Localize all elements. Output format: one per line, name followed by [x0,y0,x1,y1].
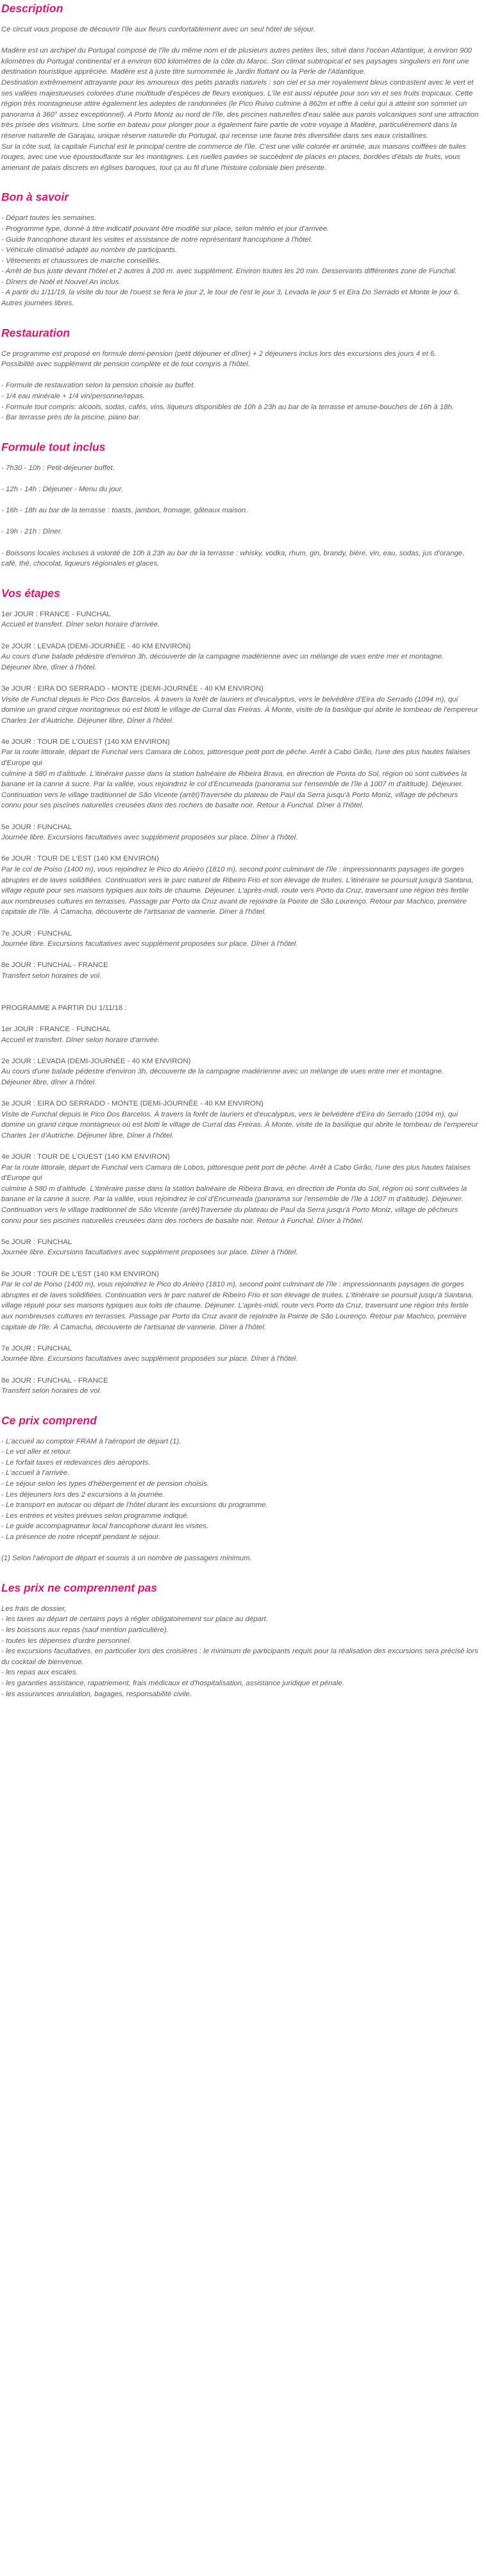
list-item: - les assurances annulation, bagages, responsabilité civile. [1,1690,192,1698]
day-heading: 5e JOUR : FUNCHAL [1,823,72,831]
day-heading: 1er JOUR : FRANCE - FUNCHAL [1,610,111,618]
list-item: - 7h30 - 10h : Petit-déjeuner buffet. [1,464,115,472]
list-item: - Formule de restauration selon la pension choisie au buffet. [1,382,196,390]
day-heading: 6e JOUR : TOUR DE L'EST (140 KM ENVIRON) [1,1270,159,1278]
day-text: Par le col de Poiso (1400 m), vous rejoindrez le Pico do Arieiro (1810 m), second point culminant de l'île : impressionnants paysages de gorges abruptes et de laves solidifiées. Continuation vers le parc naturel de Ribeiro Frio et son élevage de truites. L'itinéraire se poursuit jusqu'à Santana, village réputé pour ses maisons typiques aux toits de chaume. Déjeuner. L'après-midi, route vers Porto da Cruz, traversant une région très fertile aux nombreuses cultures en terrasses. Passage par Porto da Cruz avant de rejoindre la Pointe de São Lourenço. Retour par Machico, première capitale de l'île. À Camacha, découverte de l'artisanat de vannerie. Dîner à l'hôtel. [1,866,474,916]
footnote: (1) Selon l'aéroport de départ et soumis à un nombre de passagers minimum. [1,1554,252,1563]
day-block [1,609,479,630]
list-item: - Le guide accompagnateur local francophone durant les visites. [1,1522,208,1531]
paragraph [1,484,479,495]
spacer [1,992,479,1003]
text-line: Madère est un archipel du Portugal composé de l'île du même nom et de plusieurs autres petites îles, situé dans l'océan Atlantique, à environ 900 kilomètres du Portugal continental et à environ 600 kilomètres de la côte du Maroc. Son climat subtropical et ses paysages singuliers en font une destination touristique appréciée. Madère est à juste titre surnommée le Jardin flottant ou la Perle de l'Atlantique. [1,47,472,76]
list-item: - les garanties assistance, rapatriement, frais médicaux et d'hospitalisation, assistance juridique et pénale. [1,1679,344,1687]
day-text: Transfert selon horaires de vol. [1,1387,102,1395]
day-text: Accueil et transfert. Dîner selon horaire d'arrivée. [1,1036,160,1044]
day-text: Déjeuner libre, dîner à l'hôtel. [1,1078,97,1086]
section-title-prix: Ce prix comprend [1,1413,97,1427]
day-text: Visite de Funchal depuis le Pico Dos Barcelos. À travers la forêt de lauriers et d'eucalyptus, vers le belvédère d'Eira do Serrado (1094 m), qui domine un grand cirque montagneux où est blotti le village de Curral das Freiras. À Monte, visite de la basilique qui abrite le tombeau de l'empereur Charles 1er d'Autriche. Déjeuner libre, Dîner à l'hôtel. [1,695,478,725]
list-item: - toutes les dépenses d'ordre personnel. [1,1637,131,1645]
section-restauration [1,326,479,423]
day-block [1,929,479,950]
day-heading: 4e JOUR : TOUR DE L'OUEST (140 KM ENVIRON) [1,737,170,746]
paragraph [1,526,479,537]
day-heading: 6e JOUR : TOUR DE L'EST (140 KM ENVIRON) [1,855,159,863]
day-heading: 3e JOUR : EIRA DO SERRADO - MONTE (DEMI-JOURNÉE - 40 KM ENVIRON) [1,684,264,693]
list-item: - L'accueil à l'arrivée. [1,1469,70,1477]
paragraph [1,380,479,423]
section-title-non-compris: Les prix ne comprennent pas [1,1581,158,1594]
list-item: - Formule tout compris: alcools, sodas, cafés, vins, liqueurs disponibles de 10h à 23h au bar de la terrasse et amuse-bouches de 16h à 18h. [1,403,454,411]
list-item: - A partir du 1/11/19, la visite du tour de l'ouest se fera le jour 2, le tour de l'est le jour 3, Levada le jour 5 et Eira Do Serrado et Monte le jour 6. Autres journées libres. [1,289,460,308]
day-heading: 7e JOUR : FUNCHAL [1,1344,72,1352]
day-block [1,1152,479,1226]
day-text: Journée libre. Excursions facultatives avec supplément proposées sur place. Dîner à l'hôtel. [1,1355,298,1363]
text-line: Destination extrêmement attrayante pour les amoureux des petits paradis naturels : son ciel et sa mer royalement bleus contrastent avec le vert et ses vallées majestueuses colorées d'une multitude d'espèces de fleurs exotiques. L'île est aussi réputée pour son vin et ses fruits tropicaux. Cette région très montagneuse attire également les adeptes de randonnées (le Pico Ruivo culmine à 862m et offre à celui qui a atteint son sommet un panorama à 360° assez exceptionnel). A Porto Moniz au nord de l'île, des piscines naturelles d'eau salée aux parois volcaniques sont une attraction très prisée des visiteurs. Une sortie en bateau pour plonger pour a également faire partie de votre voyage à Madère, particulièrement dans la réserve naturelle de Garajau, unique réserve naturelle du Portugal, qui recense une faune très diversifiée dans ses eaux cristallines. [1,78,479,140]
program-heading: PROGRAMME A PARTIR DU 1/11/18 : [1,1004,127,1012]
day-heading: 2e JOUR : LEVADA (DEMI-JOURNÉE - 40 KM ENVIRON) [1,642,191,650]
text-line: Possibilité avec supplément de pension complète et de tout compris à l'hôtel. [1,360,250,369]
list-item: - 19h - 21h : Dîner. [1,528,63,536]
day-block [1,1343,479,1365]
day-text: Au cours d'une balade pédestre d'environ 3h, découverte de la campagne madérienne avec un mélange de vues entre mer et montagne. [1,1068,444,1076]
section-vos-etapes [1,586,479,1397]
day-text: Déjeuner libre, dîner à l'hôtel. [1,663,97,671]
day-block [1,854,479,918]
section-prix-non-compris [1,1581,479,1699]
section-bon-a-savoir [1,190,479,308]
text-line: Ce programme est proposé en formule demi-pension (petit déjeuner et dîner) + 2 déjeuners inclus lors des excursions des jours 4 et 6. [1,349,437,358]
section-formule-tout-inclus [1,440,479,569]
list-item: - Boissons locales incluses à volonté de 10h à 23h au bar de la terrasse : whisky, vodka, rhum, gin, brandy, bière, vin, eau, sodas, jus d'orange, café, thé, chocolat, liqueurs régionales et glaces. [1,549,465,568]
day-text: Par la route littorale, départ de Funchal vers Camara de Lobos, pittoresque petit port de pêche. Arrêt à Cabo Girão, l'une des plus hautes falaises d'Europe qui [1,1163,471,1183]
day-text: Journée libre. Excursions facultatives avec supplément proposées sur place. Dîner à l'hôtel. [1,940,298,948]
day-block [1,684,479,726]
list-item: - 12h - 14h : Déjeuner - Menu du jour. [1,485,124,493]
day-text: culmine à 580 m d'altitude. L'itinéraire passe dans la station balnéaire de Ribeira Brava, en direction de Ponta do Sol, région où sont cultivées la banane et la canne à sucre. Par la vallée, vous rejoindrez le col d'Encumeada (panorama sur l'ensemble de l'île à 1007 m d'altitude). Déjeuner. Continuation vers le village traditionnel de São Vicente (arrêt)Traversée du plateau de Paul da Serra jusqu'à Porto Moniz, village de pêcheurs connu pour ses piscines naturelles creusées dans des rochers de basalte noir. Retour à Funchal. Dîner à l'hôtel. [1,1184,467,1225]
list-item: - Programme type, donné à titre indicatif pouvant être modifié sur place, selon météo et jour d'arrivée. [1,224,330,233]
day-block [1,1024,479,1045]
list-item: - Les entrées et visites prévues selon programme indiqué. [1,1511,189,1520]
paragraph [1,349,479,370]
day-text: Journée libre. Excursions facultatives avec supplément proposées sur place. Dîner à l'hôtel. [1,834,298,842]
day-heading: 1er JOUR : FRANCE - FUNCHAL [1,1025,111,1033]
day-heading: 5e JOUR : FUNCHAL [1,1238,72,1246]
list-item: - La présence de notre réceptif pendant le séjour. [1,1533,161,1542]
day-block [1,822,479,843]
list-item: - L'accueil au comptoir FRAM à l'aéroport de départ (1). [1,1437,181,1445]
list-item: - les repas aux escales. [1,1669,78,1677]
list-item: - Le séjour selon les types d'hébergement et de pension choisis. [1,1480,209,1488]
list-item: - Guide francophone durant les visites et assistance de notre représentant francophone à l'hôtel. [1,235,313,244]
section-title-description: Description [1,2,63,15]
paragraph [1,24,479,35]
text-line: Sur la côte sud, la capitale Funchal est le principal centre de commerce de l'île. C'est une ville colorée et animée, aux maisons coiffées de tuiles rouges, avec une vue époustouflante sur les montagnes. Les ruelles pavées se succèdent de places en places, bordées d'étals de fruits, vous amenant de palais discrets en églises baroques, tout ça au fil d'une l'histoire coloniale bien présente. [1,142,466,172]
day-heading: 4e JOUR : TOUR DE L'OUEST (140 KM ENVIRON) [1,1153,170,1161]
list-item: - les taxes au départ de certains pays à régler obligatoirement sur place au départ. [1,1615,268,1624]
paragraph [1,1553,479,1564]
list-item: - Véhicule climatisé adapté au nombre de participants. [1,246,178,255]
day-text: culmine à 580 m d'altitude. L'itinéraire passe dans la station balnéaire de Ribeira Brava, en direction de Ponta do Sol, région où sont cultivées la banane et la canne à sucre. Par la vallée, vous rejoindrez le col d'Encumeada (panorama sur l'ensemble de l'île à 1007 m d'altitude). Déjeuner. Continuation vers le village traditionnel de São Vicente (arrêt)Traversée du plateau de Paul da Serra jusqu'à Porto Moniz, village de pêcheurs connu pour ses piscines naturelles creusées dans des rochers de basalte noir. Retour à Funchal. Dîner à l'hôtel. [1,770,467,810]
day-heading: 8e JOUR : FUNCHAL - FRANCE [1,1376,108,1385]
section-title-formule: Formule tout inclus [1,440,106,453]
list-item: - Le transport en autocar ou départ de l'hôtel durant les excursions du programme. [1,1501,268,1510]
day-block [1,960,479,981]
day-heading: 7e JOUR : FUNCHAL [1,929,72,938]
paragraph [1,463,479,474]
paragraph [1,213,479,308]
day-block [1,641,479,673]
paragraph [1,1604,479,1699]
section-title-restauration: Restauration [1,326,70,339]
day-block [1,737,479,811]
day-heading: 3e JOUR : EIRA DO SERRADO - MONTE (DEMI-JOURNÉE - 40 KM ENVIRON) [1,1100,264,1108]
day-block [1,1237,479,1258]
list-item: - Bar terrasse près de la piscine, piano bar. [1,414,141,422]
paragraph [1,1436,479,1543]
section-prix-comprend [1,1413,479,1564]
day-text: Visite de Funchal depuis le Pico Dos Barcelos. À travers la forêt de lauriers et d'eucalyptus, vers le belvédère d'Eira do Serrado (1094 m), qui domine un grand cirque montagneux où est blotti le village de Curral das Freiras. À Monte, visite de la basilique qui abrite le tombeau de l'empereur Charles 1er d'Autriche. Déjeuner libre, Dîner à l'hôtel. [1,1110,478,1140]
day-heading: 8e JOUR : FUNCHAL - FRANCE [1,961,108,970]
day-text: Journée libre. Excursions facultatives avec supplément proposées sur place. Dîner à l'hôtel. [1,1249,298,1257]
list-item: - Départ toutes les semaines. [1,214,97,223]
day-block [1,1376,479,1397]
list-item: - Les déjeuners lors des 2 excursions à la journée. [1,1490,165,1499]
list-item: - 1/4 eau minérale + 1/4 vin/personne/repas. [1,392,145,401]
day-block [1,1099,479,1141]
day-text: Par le col de Poiso (1400 m), vous rejoindrez le Pico do Arieiro (1810 m), second point culminant de l'île : impressionnants paysages de gorges abruptes et de laves solidifiées. Continuation vers le parc naturel de Ribeiro Frio et son élevage de truites. L'itinéraire se poursuit jusqu'à Santana, village réputé pour ses maisons typiques aux toits de chaume. Déjeuner. L'après-midi, route vers Porto da Cruz, traversant une région très fertile aux nombreuses cultures en terrasses. Passage par Porto da Cruz avant de rejoindre la Pointe de São Lourenço. Retour par Machico, première capitale de l'île. À Camacha, découverte de l'artisanat de vannerie. Dîner à l'hôtel. [1,1281,474,1331]
list-item: Les frais de dossier, [1,1604,67,1613]
day-text: Transfert selon horaires de vol. [1,972,102,980]
list-item: - Le forfait taxes et redevances des aéroports. [1,1458,151,1467]
list-item: - 16h - 18h au bar de la terrasse : toasts, jambon, fromage, gâteaux maison. [1,507,248,515]
day-block [1,1056,479,1088]
list-item: - les boissons aux repas (sauf mention particulière). [1,1626,169,1634]
paragraph [1,505,479,516]
paragraph [1,548,479,569]
section-title-etapes: Vos étapes [1,586,60,600]
day-heading: 2e JOUR : LEVADA (DEMI-JOURNÉE - 40 KM ENVIRON) [1,1057,191,1065]
day-text: Au cours d'une balade pédestre d'environ 3h, découverte de la campagne madérienne avec un mélange de vues entre mer et montagne. [1,653,444,661]
list-item: - Dîners de Noël et Nouvel An inclus. [1,278,121,286]
program-heading-block [1,1003,479,1014]
list-item: - les excursions facultatives, en particulier lors des croisières : le minimum de participants requis pour la réalisation des excursions sera précisé lors du cocktail de bienvenue. [1,1647,478,1666]
paragraph [1,46,479,173]
list-item: - Arrêt de bus juste devant l'hôtel et 2 autres à 200 m. avec supplément. Environ toutes les 20 min. Desservants différentes zone de Funchal. [1,267,457,276]
day-text: Par la route littorale, départ de Funchal vers Camara de Lobos, pittoresque petit port de pêche. Arrêt à Cabo Girão, l'une des plus hautes falaises d'Europe qui [1,748,471,768]
day-block [1,1269,479,1333]
list-item: - Vêtements et chaussures de marche conseillés. [1,257,161,265]
text-line: Ce circuit vous propose de découvrir l'île aux fleurs confortablement avec un seul hôtel de séjour. [1,26,315,33]
section-description [1,1,479,173]
day-text: Accueil et transfert. Dîner selon horaire d'arrivée. [1,621,160,629]
list-item: - Le vol aller et retour. [1,1448,72,1456]
section-title-bon-a-savoir: Bon à savoir [1,190,69,204]
